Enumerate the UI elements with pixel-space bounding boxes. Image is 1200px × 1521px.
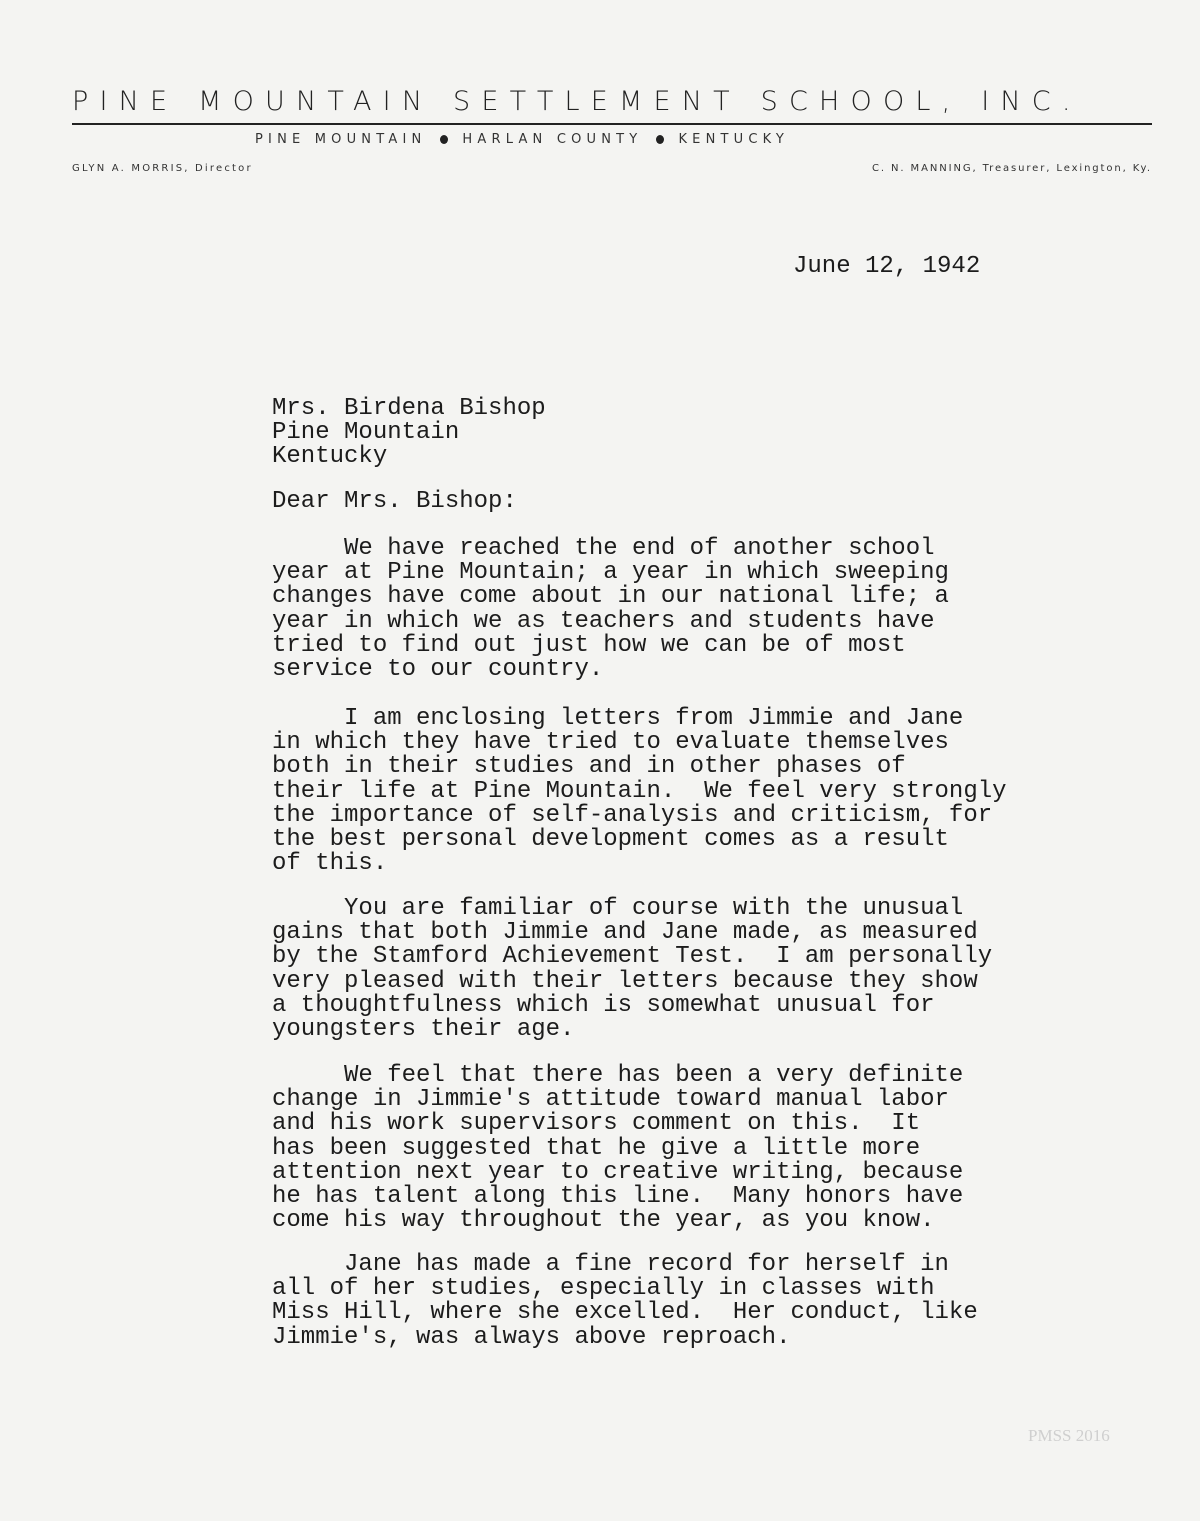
text-line: has been suggested that he give a little more	[272, 1134, 921, 1162]
address-line: Mrs. Birdena Bishop	[272, 395, 546, 422]
text-line: Jane has made a fine record for herself in	[272, 1251, 949, 1278]
paragraph-4	[272, 1064, 963, 1233]
text-line: all of her studies, especially in classes with	[272, 1275, 935, 1303]
text-line: by the Stamford Achievement Test. I am personally	[272, 943, 993, 971]
text-line: he has talent along this line. Many honors have	[272, 1182, 964, 1210]
text-line: year in which we as teachers and students have	[272, 607, 935, 635]
text-line: in which they have tried to evaluate themselves	[272, 729, 949, 757]
text-line: gains that both Jimmie and Jane made, as measured	[272, 919, 978, 947]
bullet-icon	[656, 135, 664, 144]
letterhead-location	[255, 132, 789, 147]
paragraph-1	[272, 537, 949, 682]
text-line: year at Pine Mountain; a year in which sweeping	[272, 559, 949, 587]
text-line: You are familiar of course with the unusual	[272, 895, 964, 922]
treasurer-name: C. N. MANNING, Treasurer, Lexington, Ky.	[871, 163, 1152, 174]
letter-date: June 12, 1942	[793, 253, 981, 280]
location-county: HARLAN COUNTY	[462, 132, 643, 147]
text-line: change in Jimmie's attitude toward manual labor	[272, 1086, 949, 1114]
paragraph-3	[272, 897, 992, 1042]
text-line: come his way throughout the year, as you know.	[272, 1207, 935, 1235]
text-line: We have reached the end of another school	[272, 535, 935, 562]
text-line: We feel that there has been a very definite	[272, 1062, 964, 1089]
recipient-address	[272, 397, 546, 470]
letterhead-title: PINE MOUNTAIN SETTLEMENT SCHOOL, INC.	[72, 86, 1082, 117]
address-line: Kentucky	[272, 443, 388, 471]
text-line: their life at Pine Mountain. We feel very strongly	[272, 777, 1007, 805]
text-line: very pleased with their letters because they show	[272, 967, 978, 995]
paragraph-2	[272, 707, 1007, 876]
text-line: Miss Hill, where she excelled. Her conduct, like	[272, 1299, 978, 1327]
text-line: the importance of self-analysis and criticism, for	[272, 801, 993, 829]
archive-watermark: PMSS 2016	[1028, 1426, 1110, 1445]
salutation: Dear Mrs. Bishop:	[272, 488, 517, 515]
text-line: youngsters their age.	[272, 1015, 575, 1043]
text-line: of this.	[272, 850, 388, 878]
paragraph-5	[272, 1253, 978, 1350]
location-state: KENTUCKY	[678, 132, 790, 147]
bullet-icon	[440, 135, 448, 144]
text-line: Jimmie's, was always above reproach.	[272, 1323, 791, 1351]
letterhead-rule	[72, 123, 1152, 125]
text-line: a thoughtfulness which is somewhat unusual for	[272, 991, 935, 1019]
text-line: attention next year to creative writing, because	[272, 1158, 964, 1186]
text-line: and his work supervisors comment on this. It	[272, 1110, 921, 1138]
director-name: GLYN A. MORRIS, Director	[72, 163, 253, 174]
location-town: PINE MOUNTAIN	[255, 132, 427, 147]
address-line: Pine Mountain	[272, 419, 460, 447]
text-line: service to our country.	[272, 655, 604, 683]
text-line: I am enclosing letters from Jimmie and Jane	[272, 705, 964, 732]
text-line: the best personal development comes as a result	[272, 825, 949, 853]
text-line: tried to find out just how we can be of most	[272, 631, 906, 659]
text-line: changes have come about in our national life; a	[272, 583, 949, 611]
text-line: both in their studies and in other phases of	[272, 753, 906, 781]
